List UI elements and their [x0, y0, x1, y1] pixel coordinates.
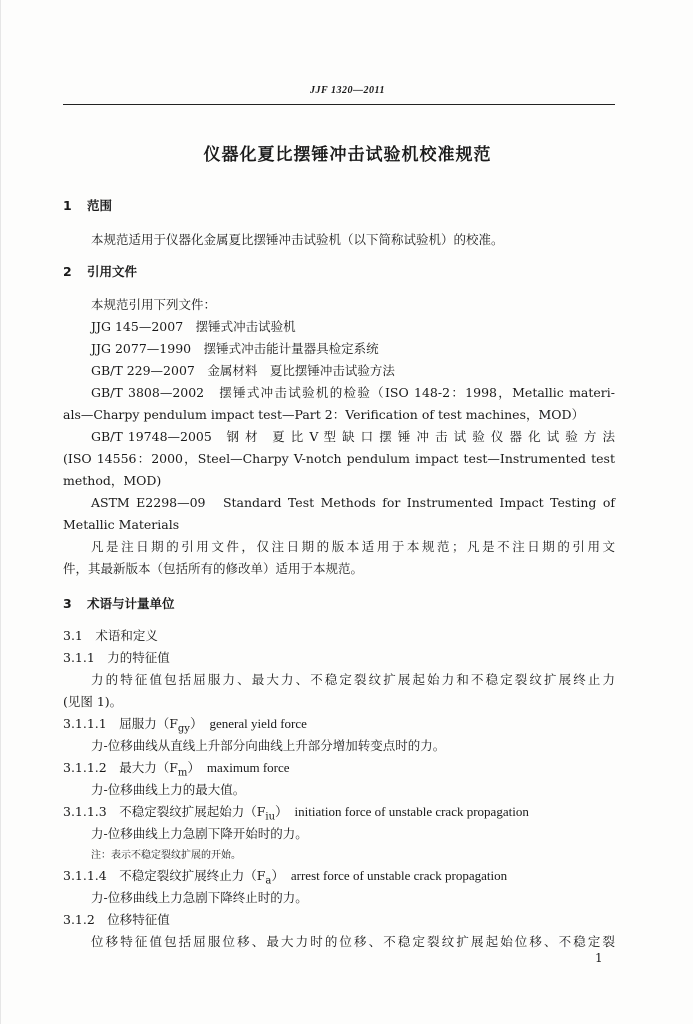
section-3-heading: [63, 596, 175, 611]
clause-3-1-1: 3.1.1 力的特征值: [63, 650, 170, 665]
clause-3-1: 3.1 术语和定义: [63, 628, 158, 643]
reference-item: ASTM E2298—09 Standard Test Methods for Instrumented Impact Testing of: [91, 495, 615, 510]
references-intro: 本规范引用下列文件：: [91, 297, 217, 312]
term-maximum-force: [63, 760, 290, 781]
section-title: 引用文件: [87, 264, 138, 279]
term-general-yield-force: [63, 716, 307, 737]
term-english: ） arrest force of unstable crack propagation: [271, 868, 508, 883]
page-number: 1: [595, 951, 603, 965]
term-subscript: a: [265, 875, 272, 887]
term-arrest-force: [63, 868, 507, 889]
section-title: 范围: [87, 198, 113, 213]
section-2-heading: [63, 264, 137, 279]
term-definition: 力-位移曲线上力急剧下降终止时的力。: [91, 890, 308, 905]
section-1-heading: [63, 198, 112, 213]
reference-item: GB/T 3808—2002 摆锤式冲击试验机的检验（ISO 148-2：1998，Metallic materi-: [91, 385, 615, 400]
section-number: 1: [63, 198, 72, 213]
term-definition: 力-位移曲线从直线上升部分向曲线上升部分增加转变点时的力。: [91, 738, 446, 753]
standard-code-header: JJF 1320—2011: [310, 85, 385, 96]
section-title: 术语与计量单位: [87, 596, 175, 611]
reference-item-cont: (ISO 14556：2000，Steel—Charpy V-notch pendulum impact test—Instrumented test: [63, 451, 615, 466]
document-title: 仪器化夏比摆锤冲击试验机校准规范: [203, 145, 492, 165]
clause-3-1-1-body-cont: (见图 1)。: [63, 694, 123, 709]
term-title: 3.1.1.3 不稳定裂纹扩展起始力（F: [63, 804, 266, 819]
term-subscript: gy: [177, 723, 190, 735]
term-definition: 力-位移曲线上力急剧下降开始时的力。: [91, 826, 308, 841]
references-note: 凡是注日期的引用文件，仅注日期的版本适用于本规范；凡是不注日期的引用文: [91, 539, 615, 554]
clause-3-1-2: 3.1.2 位移特征值: [63, 912, 170, 927]
reference-item: JJG 2077—1990 摆锤式冲击能计量器具检定系统: [91, 341, 379, 356]
section-1-body: 本规范适用于仪器化金属夏比摆锤冲击试验机（以下简称试验机）的校准。: [91, 232, 504, 247]
reference-item: GB/T 229—2007 金属材料 夏比摆锤冲击试验方法: [91, 363, 395, 378]
section-number: 2: [63, 264, 72, 279]
clause-3-1-1-body: 力的特征值包括屈服力、最大力、不稳定裂纹扩展起始力和不稳定裂纹扩展终止力: [91, 672, 615, 687]
term-initiation-force: [63, 804, 529, 825]
term-title: 3.1.1.2 最大力（F: [63, 760, 178, 775]
term-title: 3.1.1.1 屈服力（F: [63, 716, 178, 731]
term-subscript: m: [177, 767, 188, 779]
reference-item-cont: Metallic Materials: [63, 517, 180, 532]
reference-item-cont: method，MOD): [63, 473, 162, 488]
header-rule: [63, 104, 615, 105]
reference-item: JJG 145—2007 摆锤式冲击试验机: [91, 319, 296, 334]
term-title: 3.1.1.4 不稳定裂纹扩展终止力（F: [63, 868, 266, 883]
reference-item-cont: als—Charpy pendulum impact test—Part 2：Verification of test machines，MOD）: [63, 407, 585, 422]
clause-3-1-2-body: 位移特征值包括屈服位移、最大力时的位移、不稳定裂纹扩展起始位移、不稳定裂: [91, 934, 615, 949]
term-english: ） initiation force of unstable crack propagation: [275, 804, 529, 819]
term-english: ） general yield force: [189, 716, 307, 731]
term-subscript: iu: [265, 811, 276, 823]
term-definition: 力-位移曲线上力的最大值。: [91, 782, 246, 797]
references-note-cont: 件，其最新版本（包括所有的修改单）适用于本规范。: [63, 561, 364, 576]
term-english: ） maximum force: [187, 760, 290, 775]
term-note: 注：表示不稳定裂纹扩展的开始。: [91, 850, 241, 861]
reference-item: GB/T 19748—2005 钢 材 夏 比 V 型 缺 口 摆 锤 冲 击 试 验 仪 器 化 试 验 方 法: [91, 429, 615, 444]
section-number: 3: [63, 596, 72, 611]
